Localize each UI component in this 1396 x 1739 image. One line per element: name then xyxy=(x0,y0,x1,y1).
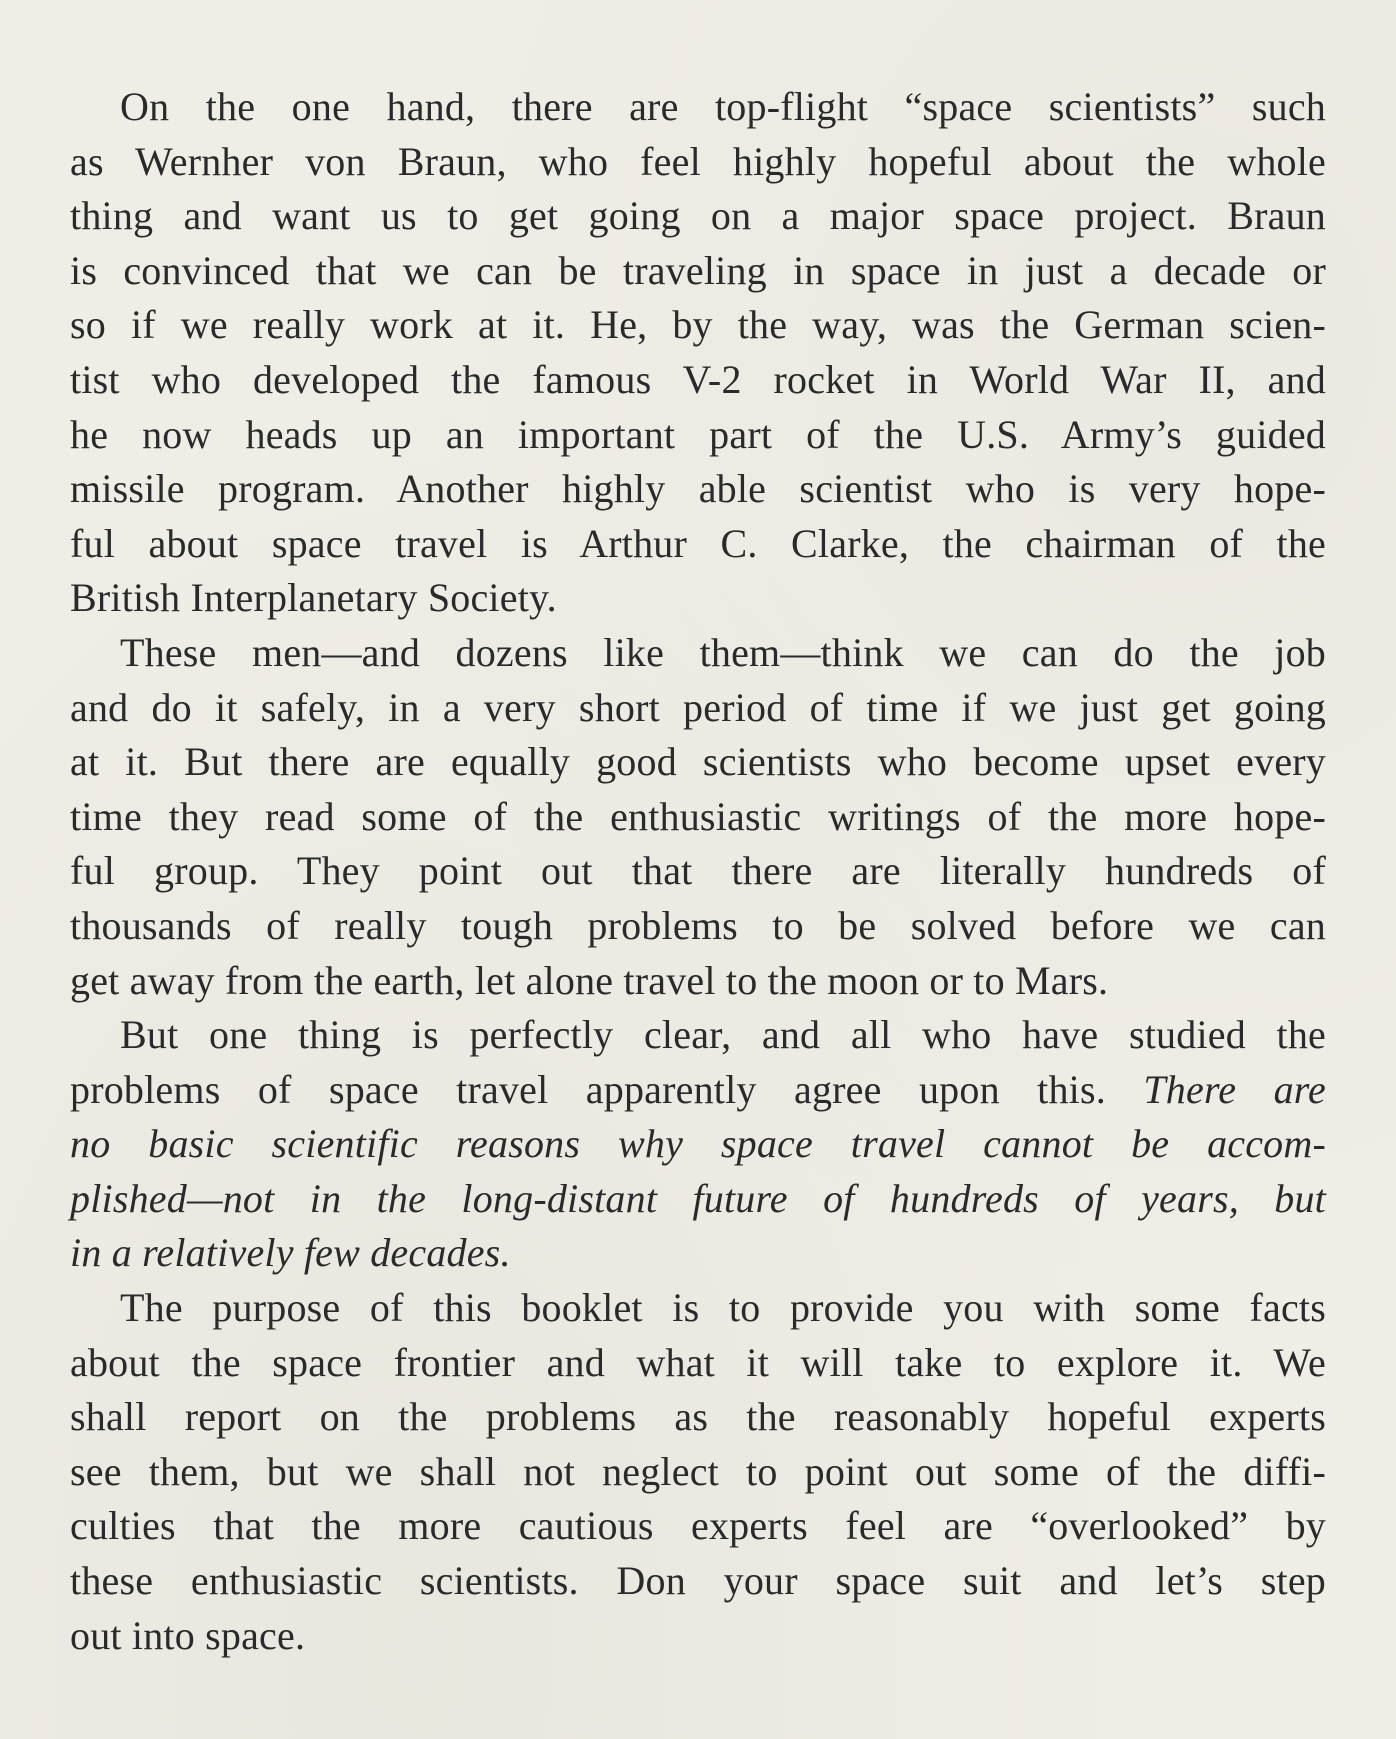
text-line: get away from the earth, let alone travel to the moon or to Mars. xyxy=(70,957,1109,1003)
text-line: thousands of really tough problems to be solved before we can xyxy=(70,902,1326,948)
text-line: and do it safely, in a very short period of time if we just get going xyxy=(70,684,1326,730)
body-text xyxy=(70,80,1326,1663)
paragraph-1 xyxy=(70,80,1326,626)
text-line: ful group. They point out that there are literally hundreds of xyxy=(70,848,1326,894)
text-line: time they read some of the enthusiastic writings of the more hope- xyxy=(70,793,1326,839)
text-line: On the one hand, there are top-flight “space scientists” such xyxy=(120,84,1326,129)
text-line: thing and want us to get going on a major space project. Braun xyxy=(70,193,1326,239)
text-line-roman: problems of space travel apparently agree upon this. xyxy=(70,1066,1106,1112)
text-line: But one thing is perfectly clear, and all who have studied the xyxy=(120,1012,1326,1058)
text-line: ful about space travel is Arthur C. Clarke, the chairman of the xyxy=(70,520,1326,566)
text-line: tist who developed the famous V-2 rocket in World War II, and xyxy=(70,356,1326,402)
text-line: so if we really work at it. He, by the way, was the German scien- xyxy=(70,302,1326,348)
text-line: shall report on the problems as the reasonably hopeful experts xyxy=(70,1394,1326,1440)
text-line: as Wernher von Braun, who feel highly hopeful about the whole xyxy=(70,138,1326,184)
text-line-mixed xyxy=(70,1063,1326,1118)
paragraph-3 xyxy=(70,1008,1326,1281)
text-line: The purpose of this booklet is to provide you with some facts xyxy=(120,1285,1326,1331)
paragraph-2 xyxy=(70,626,1326,1008)
text-line: out into space. xyxy=(70,1612,306,1658)
text-line: missile program. Another highly able scientist who is very hope- xyxy=(70,466,1326,512)
text-line: British Interplanetary Society. xyxy=(70,575,557,621)
paragraph-4 xyxy=(70,1281,1326,1663)
emphasized-text-line: no basic scientific reasons why space travel cannot be accom- xyxy=(70,1121,1326,1167)
text-line-italic-tail: There are xyxy=(1143,1066,1326,1112)
emphasized-text-line: plished—not in the long-distant future of hundreds of years, but xyxy=(70,1175,1326,1221)
text-line: these enthusiastic scientists. Don your space suit and let’s step xyxy=(70,1558,1326,1604)
text-line: These men—and dozens like them—think we can do the job xyxy=(120,629,1326,675)
text-line: is convinced that we can be traveling in space in just a decade or xyxy=(70,247,1326,293)
emphasized-text-line: in a relatively few decades. xyxy=(70,1230,511,1276)
text-line: at it. But there are equally good scientists who become upset every xyxy=(70,739,1326,785)
text-line: he now heads up an important part of the U.S. Army’s guided xyxy=(70,411,1326,457)
text-line: culties that the more cautious experts feel are “overlooked” by xyxy=(70,1503,1326,1549)
text-line: about the space frontier and what it will take to explore it. We xyxy=(70,1339,1326,1385)
text-line: see them, but we shall not neglect to point out some of the diffi- xyxy=(70,1448,1326,1494)
